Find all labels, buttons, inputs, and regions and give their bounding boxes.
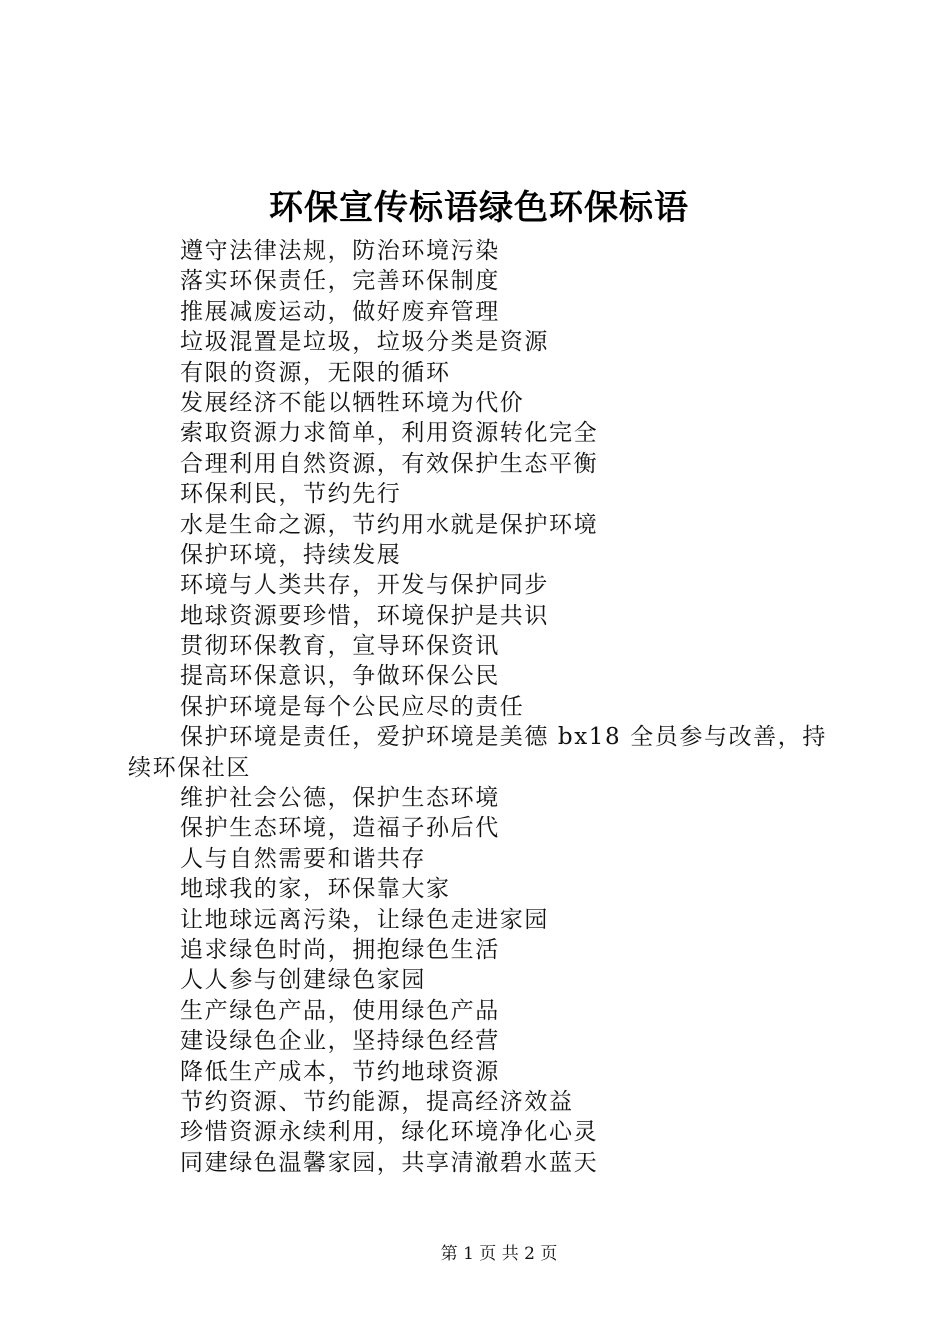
slogan-line: 有限的资源，无限的循环	[180, 359, 451, 386]
slogan-line: 遵守法律法规，防治环境污染	[180, 238, 500, 264]
slogan-line: 水是生命之源，节约用水就是保护环境	[180, 511, 599, 538]
slogan-line: 人人参与创建绿色家园	[180, 967, 426, 994]
slogan-line: 保护生态环境，造福子孙后代	[180, 815, 500, 842]
slogan-line: 维护社会公德，保护生态环境	[180, 785, 500, 812]
slogan-line: 建设绿色企业，坚持绿色经营	[180, 1028, 500, 1055]
slogan-list	[128, 236, 840, 1178]
slogan-line: 让地球远离污染，让绿色走进家园	[180, 906, 549, 933]
slogan-line: 人与自然需要和谐共存	[180, 845, 426, 872]
slogan-line: 生产绿色产品，使用绿色产品	[180, 997, 500, 1024]
slogan-line: 地球资源要珍惜，环境保护是共识	[180, 602, 549, 629]
slogan-line: 索取资源力求简单，利用资源转化完全	[180, 420, 599, 447]
slogan-line: 垃圾混置是垃圾，垃圾分类是资源	[180, 329, 549, 356]
slogan-line: 追求绿色时尚，拥抱绿色生活	[180, 937, 500, 964]
slogan-line: 同建绿色温馨家园，共享清澈碧水蓝天	[180, 1149, 599, 1176]
slogan-line-wrapped	[128, 722, 840, 783]
slogan-line: 贯彻环保教育，宣导环保资讯	[180, 633, 500, 660]
document-title: 环保宣传标语绿色环保标语	[269, 188, 689, 228]
page-footer: 第 1 页 共 2 页	[440, 1244, 558, 1264]
slogan-line: 落实环保责任，完善环保制度	[180, 268, 500, 295]
slogan-line: 提高环保意识，争做环保公民	[180, 663, 500, 690]
slogan-line: 降低生产成本，节约地球资源	[180, 1058, 500, 1085]
slogan-line: 地球我的家，环保靠大家	[180, 876, 451, 903]
slogan-line: 发展经济不能以牺牲环境为代价	[180, 389, 525, 416]
slogan-line-wrapped-rest: 续环保社区	[128, 754, 251, 781]
slogan-line: 保护环境，持续发展	[180, 541, 402, 568]
slogan-line-wrapped-first: 保护环境是责任，爱护环境是美德 bx18 全员参与改善，持	[180, 724, 827, 751]
slogan-line: 节约资源、节约能源，提高经济效益	[180, 1088, 574, 1115]
slogan-line: 合理利用自然资源，有效保护生态平衡	[180, 450, 599, 477]
slogan-line: 保护环境是每个公民应尽的责任	[180, 693, 525, 720]
slogan-line: 推展减废运动，做好废弃管理	[180, 298, 500, 325]
slogan-line: 珍惜资源永续利用，绿化环境净化心灵	[180, 1119, 599, 1146]
slogan-line: 环境与人类共存，开发与保护同步	[180, 572, 549, 599]
slogan-line: 环保利民，节约先行	[180, 481, 402, 508]
